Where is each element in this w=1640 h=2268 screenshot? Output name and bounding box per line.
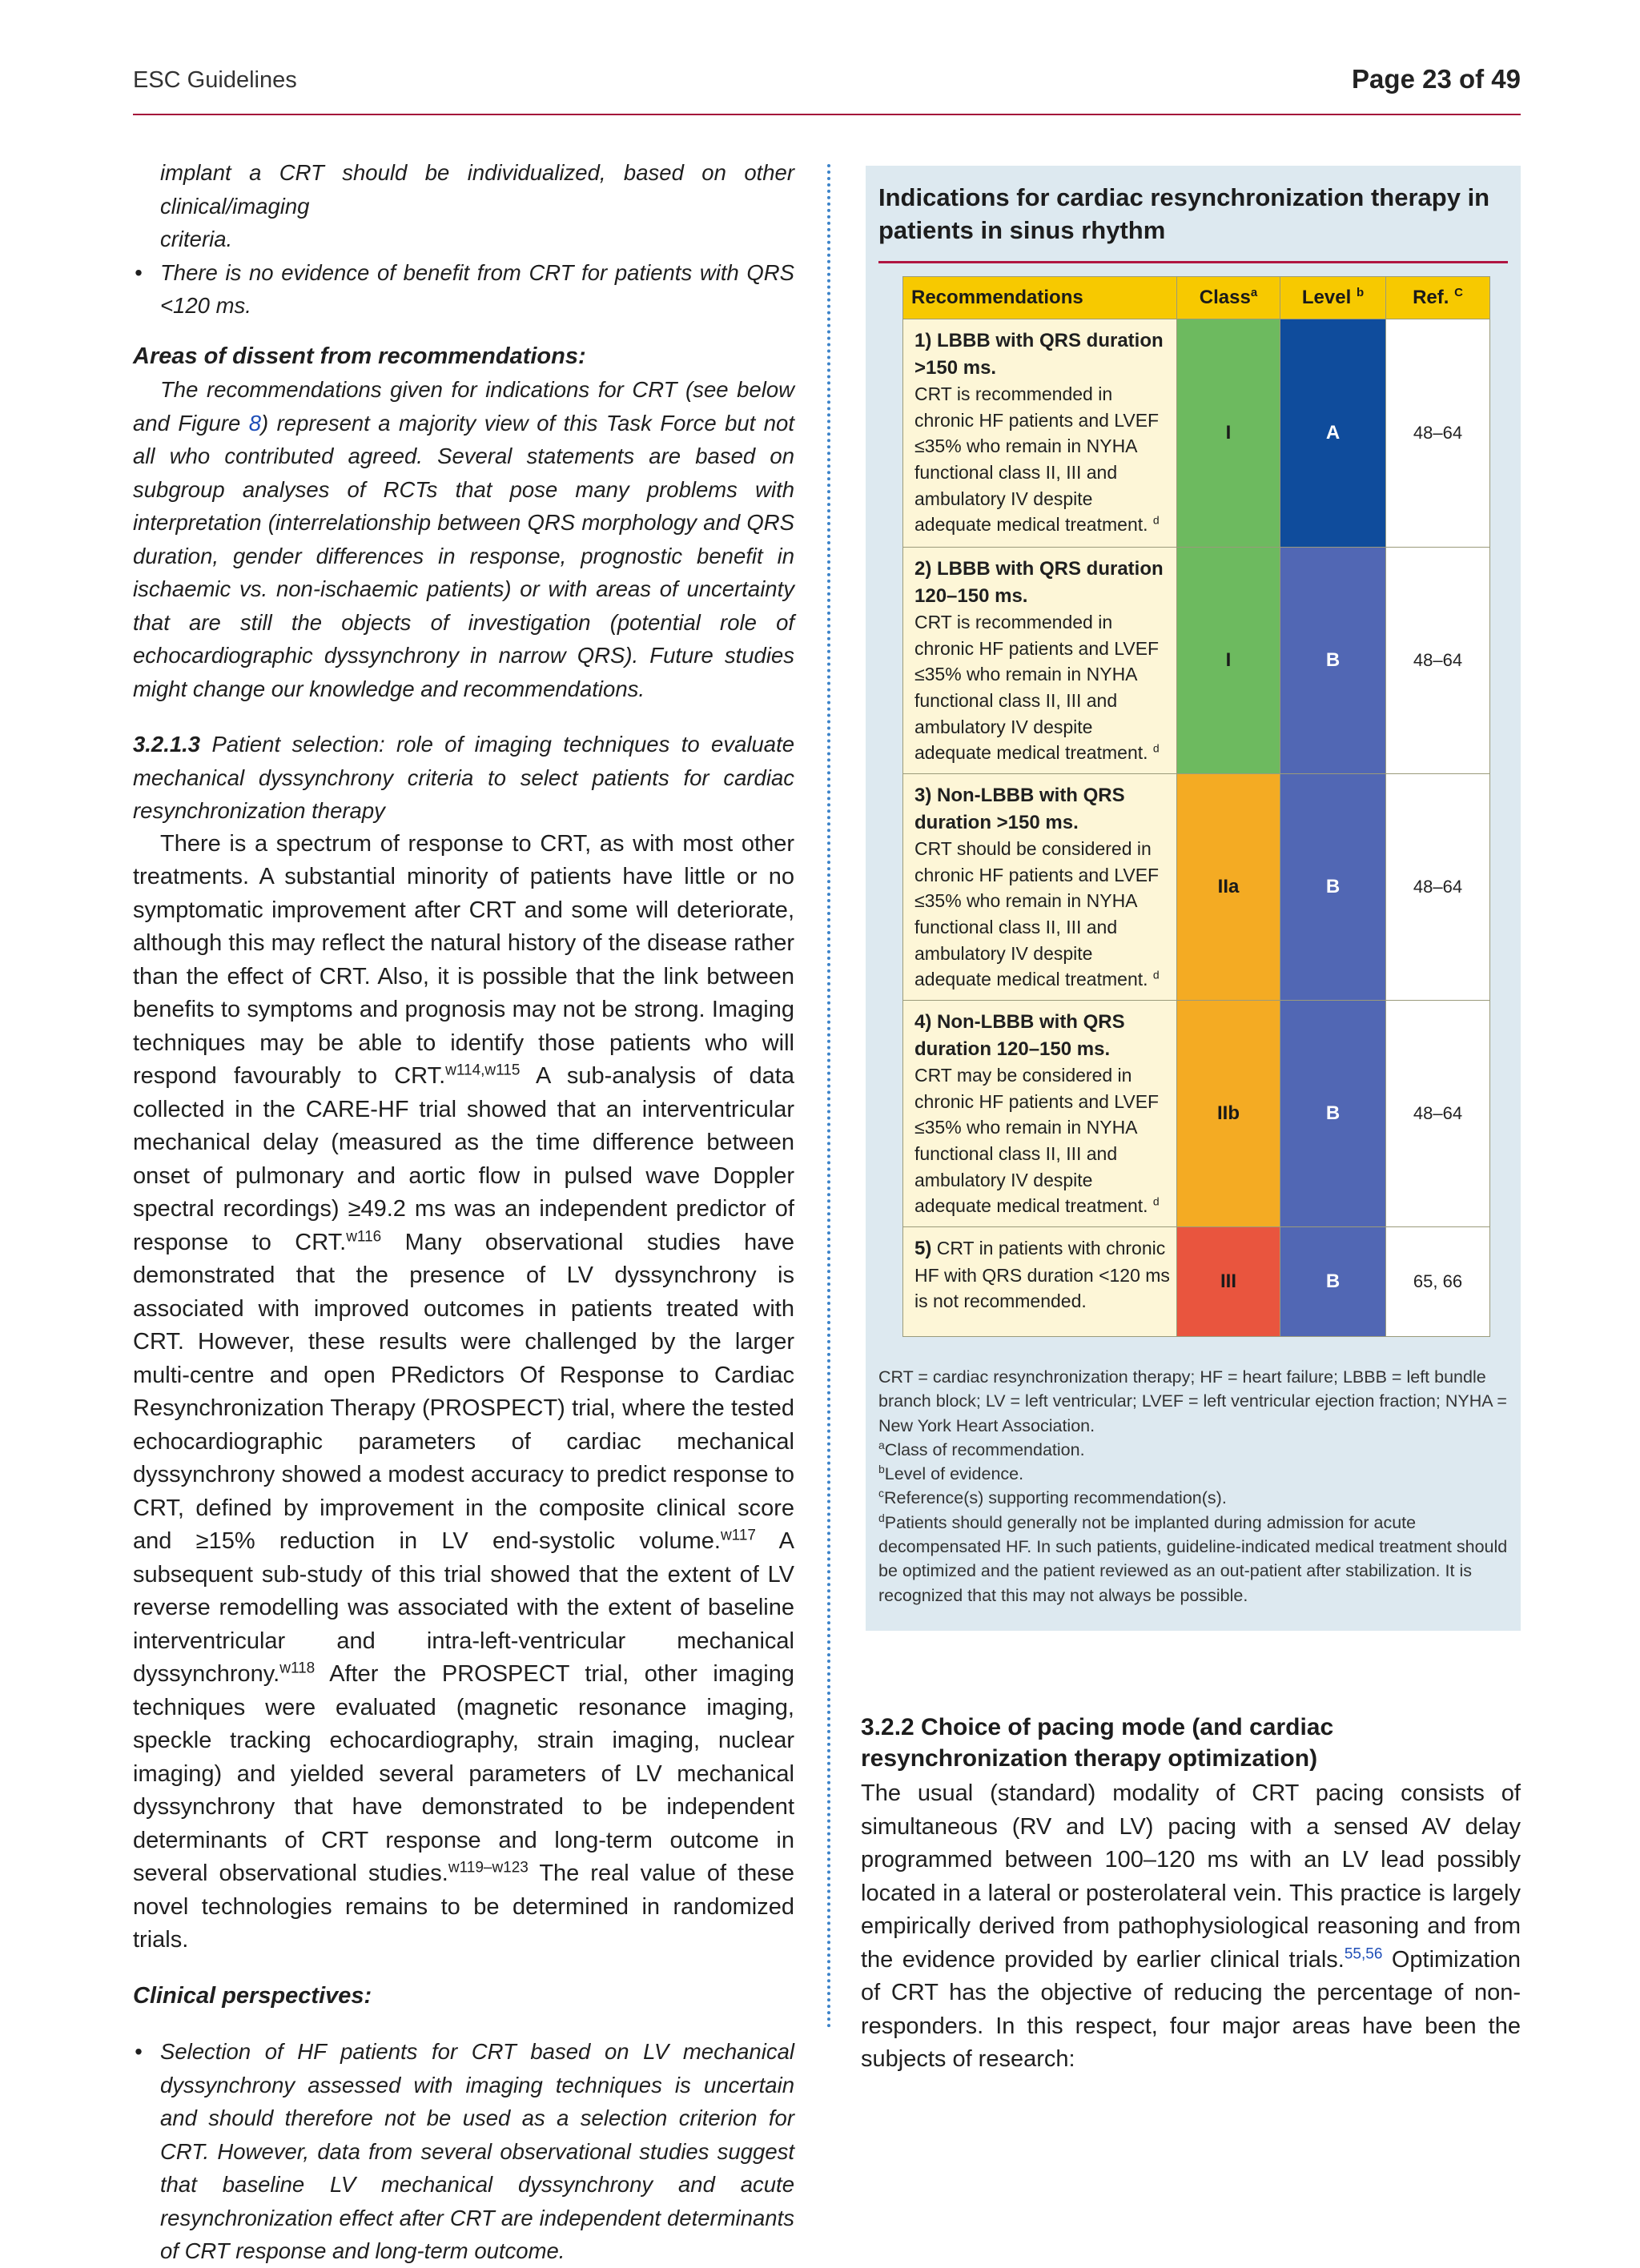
header-level: Level $^b$ [1280,277,1386,319]
continued-text: implant a CRT should be individualized, based on other clinical/imaging criteria. [160,160,794,251]
class-cell: I [1177,548,1280,774]
right-column [861,1712,1521,2100]
box-title: Indications for cardiac resynchronization therapy in patients in sinus rhythm [878,183,1490,244]
header-ref: Ref. $^C$ [1386,277,1490,319]
header-class: Class$^a$ [1177,277,1280,319]
footnote-c: $^c$Reference(s) supporting recommendation(s). [878,1487,1227,1508]
class-cell: I [1177,319,1280,548]
section-3-2-2-heading: 3.2.2 Choice of pacing mode (and cardiac resynchronization therapy optimization) [861,1714,1334,1772]
class-cell: III [1177,1227,1280,1337]
header-rule [133,114,1521,115]
table-header-row [903,277,1490,319]
ref-w117[interactable]: w117 [720,1527,756,1544]
dissent-paragraph: The recommendations given for indications for CRT (see below and Figure 8) represent a majority view of this Task Force but not all who contributed agreed. Several statements are based on subgroup analyses of RCTs that pose many problems with interpretation (interrelationship between QRS morphology and QRS duration, gender differences in response, prognostic benefit in ischaemic vs. non-ischaemic patients) or with areas of uncertainty that are still the objects of investigation (potential role of echocardiographic dyssynchrony in narrow QRS). Future studies might change our knowledge and recommendations. [133,377,794,701]
level-cell: B [1280,774,1386,1001]
recommendations-box [866,166,1521,1631]
level-cell: B [1280,1001,1386,1227]
pacing-paragraph: The usual (standard) modality of CRT pacing consists of simultaneous (RV and LV) pacing with a sensed AV delay programmed between 100–120 ms with an LV lead possibly located in a lateral or posterolateral vein. This practice is largely empirically derived from pathophysiological reasoning and from the evidence provided by earlier clinical trials.$^{55,56}$ Optimization of CRT has the objective of reducing the percentage of non-responders. In this respect, four major areas have been the subjects of research: [861,1780,1521,2072]
class-cell: IIb [1177,1001,1280,1227]
table-footnotes [878,1365,1511,1608]
section-3-2-1-3-heading: 3.2.1.3 Patient selection: role of imaging techniques to evaluate mechanical dyssynchrony criteria to select patients for cardiac resynchronization therapy [133,732,794,823]
figure-8-link[interactable]: 8 [248,410,262,436]
footnote-d: $^d$Patients should generally not be implanted during admission for acute decompensated HF. In such patients, guideline-indicated medical treatment should be optimized and the patient reviewed as an out-patient after stabilization. It is recognized that this may not always be possible. [878,1511,1508,1605]
clinical-perspectives-bullet: • Selection of HF patients for CRT based on LV mechanical dyssynchrony assessed with imaging techniques is uncertain and should therefore not be used as a selection criterion for CRT. However, data from several observational studies suggest that baseline LV mechanical dyssynchrony and acute resynchronization effect after CRT are independent determinants of CRT response and long-term outcome. [133,2035,794,2268]
page-number: Page 23 of 49 [1352,64,1521,94]
class-cell: IIa [1177,774,1280,1001]
recommendation-text: 3) Non-LBBB with QRS duration >150 ms. CRT should be considered in chronic HF patients and LVEF ≤35% who remain in NYHA functional class II, III and ambulatory IV despite adequate medical treatment. $^d$ [903,774,1177,1001]
ref-w119[interactable]: w119–w123 [448,1859,529,1877]
footnote-b: $^b$Level of evidence. [878,1463,1024,1484]
recommendations-table [902,276,1490,1337]
recommendation-text: 5) CRT in patients with chronic HF with QRS duration <120 ms is not recommended. [903,1227,1177,1337]
journal-name: ESC Guidelines [133,67,297,93]
table-row [903,1227,1490,1337]
imaging-paragraph: There is a spectrum of response to CRT, as with most other treatments. A substantial minority of patients have little or no symptomatic improvement after CRT and some will deteriorate, although this may reflect the natural history of the disease rather than the effect of CRT. Also, it is possible that the link between benefits to symptoms and prognosis may not be strong. Imaging techniques may be able to identify those patients who will respond favourably to CRT.$^{w114,w115}$ A sub-analysis of data collected in the CARE-HF trial showed that an interventricular mechanical delay (measured as the time difference between onset of pulmonary and aortic flow in pulsed wave Doppler spectral recordings) ≥49.2 ms was an independent predictor of response to CRT.$^{w116}$ Many observational studies have demonstrated that the presence of LV dyssynchrony is associated with improved outcomes in patients treated with CRT. However, these results were challenged by the larger multi-centre and open PRedictors Of Response to Cardiac Resynchronization Therapy (PROSPECT) trial, where the tested echocardiographic parameters of cardiac mechanical dyssynchrony showed a modest accuracy to predict response to CRT, defined by improvement in the composite clinical score and ≥15% reduction in LV end-systolic volume.$^{w117}$ A subsequent sub-study of this trial showed that the extent of LV reverse remodelling was associated with the extent of baseline interventricular and intra-left-ventricular mechanical dyssynchrony.$^{w118}$ After the PROSPECT trial, other imaging techniques were evaluated (magnetic resonance imaging, speckle tracking echocardiography, strain imaging, nuclear imaging) and yielded several parameters of LV mechanical dyssynchrony that have demonstrated to be independent determinants of CRT response and long-term outcome in several observational studies.$^{w119-w123}$ The real value of these novel technologies remains to be determined in randomized trials. [133,830,794,1953]
ref-55-56[interactable]: 55,56 [1344,1945,1383,1962]
header-recommendations: Recommendations [903,277,1177,319]
ref-cell: 48–64 [1386,319,1490,548]
ref-cell: 48–64 [1386,1001,1490,1227]
dissent-heading: Areas of dissent from recommendations: [133,343,586,369]
table-row [903,1001,1490,1227]
level-cell: B [1280,1227,1386,1337]
level-cell: B [1280,548,1386,774]
ref-w118[interactable]: w118 [279,1660,316,1677]
recommendation-text: 4) Non-LBBB with QRS duration 120–150 ms. CRT may be considered in chronic HF patients and LVEF ≤35% who remain in NYHA functional class II, III and ambulatory IV despite adequate medical treatment. $^d$ [903,1001,1177,1227]
ref-cell: 65, 66 [1386,1227,1490,1337]
level-cell: A [1280,319,1386,548]
ref-cell: 48–64 [1386,548,1490,774]
ref-w114[interactable]: w114,w115 [445,1062,521,1079]
column-divider [827,164,830,2029]
footnote-a: $^a$Class of recommendation. [878,1438,1085,1459]
table-row [903,548,1490,774]
clinical-perspectives-heading: Clinical perspectives: [133,1982,372,2009]
recommendation-text: 1) LBBB with QRS duration >150 ms. CRT is recommended in chronic HF patients and LVEF ≤35% who remain in NYHA functional class II, III and ambulatory IV despite adequate medical treatment. $^d$ [903,319,1177,548]
bullet-no-benefit: • There is no evidence of benefit from CRT for patients with QRS <120 ms. [133,256,794,323]
ref-w116[interactable]: w116 [346,1227,382,1245]
table-row [903,319,1490,548]
box-title-rule [878,261,1508,263]
left-column [133,156,794,2268]
ref-cell: 48–64 [1386,774,1490,1001]
table-row [903,774,1490,1001]
recommendation-text: 2) LBBB with QRS duration 120–150 ms. CRT is recommended in chronic HF patients and LVEF ≤35% who remain in NYHA functional class II, III and ambulatory IV despite adequate medical treatment. $^d$ [903,548,1177,774]
abbreviations-note: CRT = cardiac resynchronization therapy; HF = heart failure; LBBB = left bundle branch block; LV = left ventricular; LVEF = left ventricular ejection fraction; NYHA = New York Heart Association. [878,1367,1507,1435]
